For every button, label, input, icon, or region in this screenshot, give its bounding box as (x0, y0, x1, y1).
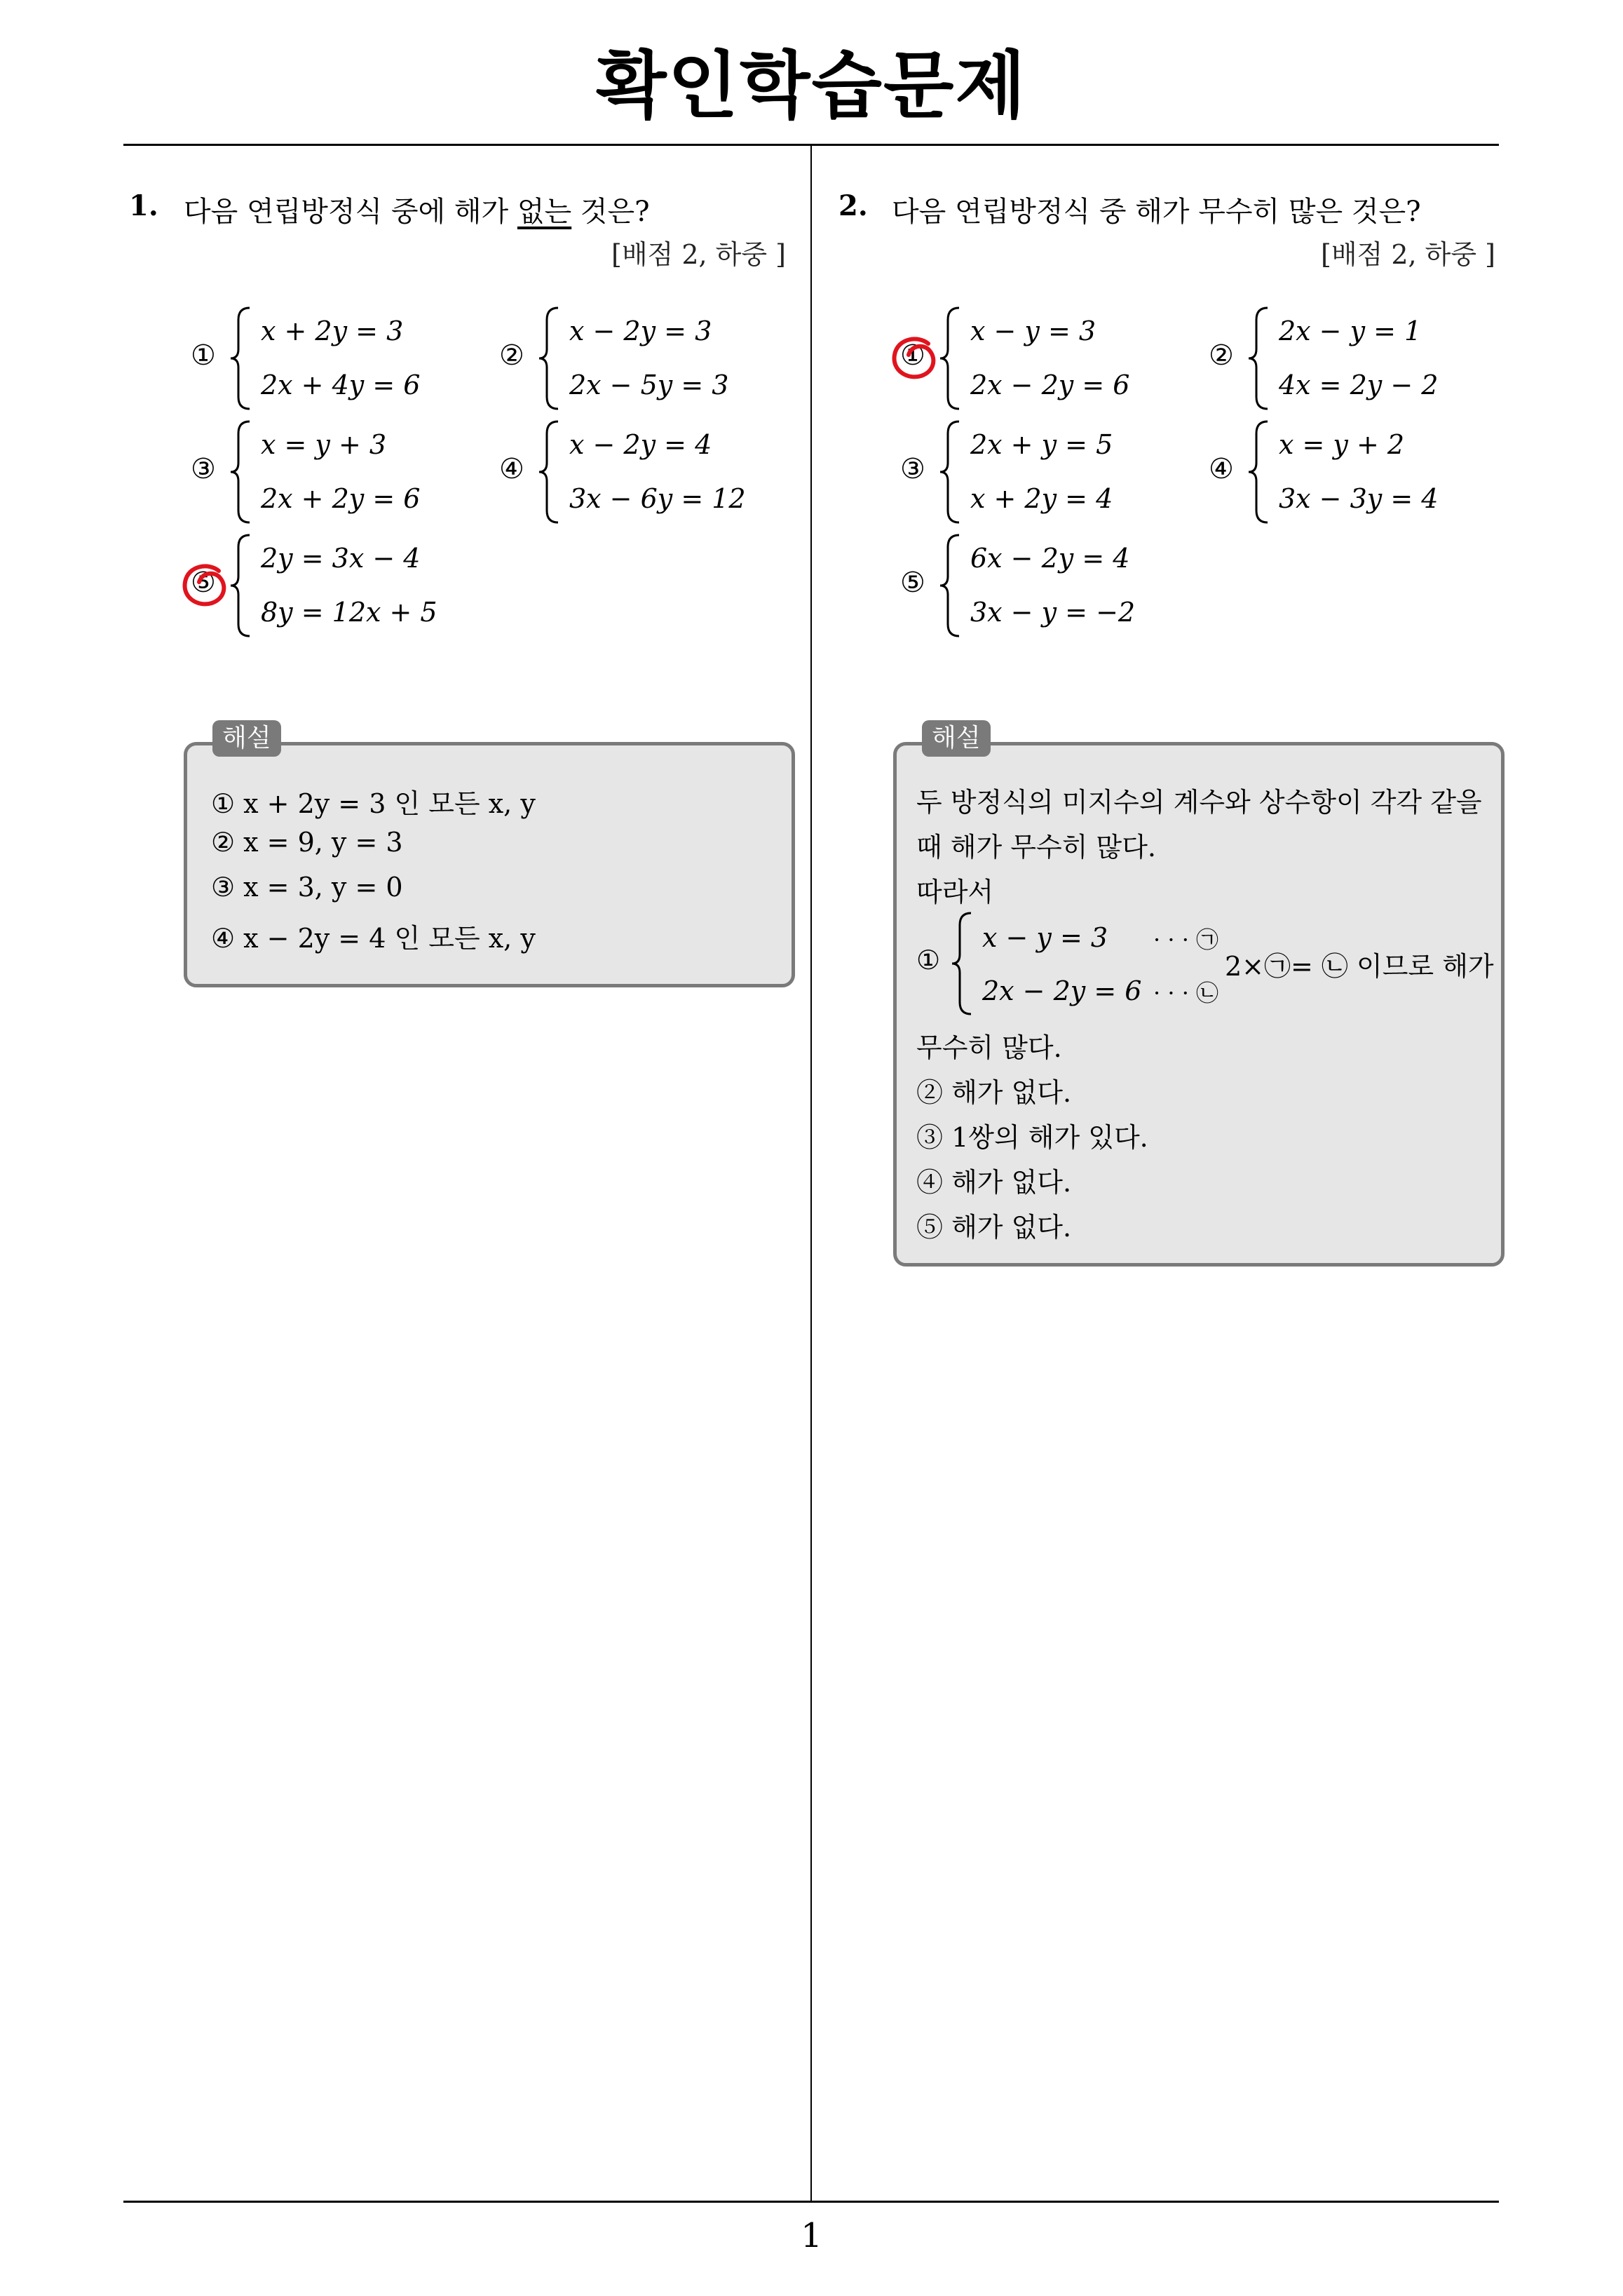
equation-1: 2x + y = 5 (970, 429, 1113, 460)
page-number: 1 (801, 2216, 822, 2255)
choice-number: ⑤ (900, 567, 925, 599)
equation-2: 3x − 6y = 12 (569, 483, 746, 514)
equation-1: 2y = 3x − 4 (261, 543, 421, 574)
brace-icon (229, 306, 252, 411)
choice-option[interactable] (1209, 415, 1489, 527)
solution-line: 두 방정식의 미지수의 계수와 상수항이 각각 같을 (916, 787, 1482, 818)
equation-2: 2x − 5y = 3 (569, 370, 729, 400)
equation-2: 4x = 2y − 2 (1279, 370, 1439, 400)
solution-system (916, 908, 1498, 1020)
choice-option[interactable] (191, 302, 485, 414)
equation-2: 2x + 4y = 6 (261, 370, 421, 400)
solution-line: ⑤ 해가 없다. (916, 1212, 1072, 1243)
solution-line: ④ x − 2y = 4 인 모든 x, y (211, 923, 536, 954)
equation-2: 2x − 2y = 6 (970, 370, 1130, 400)
score-info: [배점 2, 하중 ] (1321, 239, 1495, 270)
solution-line: ① x + 2y = 3 인 모든 x, y (211, 788, 536, 819)
brace-icon (537, 419, 561, 525)
equation-1: 2x − y = 1 (1279, 316, 1422, 346)
equation-1: x = y + 3 (261, 429, 387, 460)
solution-line: ③ 1쌍의 해가 있다. (916, 1122, 1148, 1153)
equation-1: x − 2y = 3 (569, 316, 712, 346)
choice-number: ① (191, 339, 216, 372)
choice-option[interactable] (191, 415, 485, 527)
brace-icon (938, 533, 962, 638)
solution-line: ② x = 9, y = 3 (211, 827, 403, 858)
page-title: 확인학습문제 (596, 43, 1027, 128)
brace-icon (229, 419, 252, 525)
choice-option[interactable] (1209, 302, 1489, 414)
choice-number: ③ (900, 453, 925, 485)
solution-tag: 해설 (212, 720, 281, 757)
system-equation-1: x − y = 3 (982, 922, 1108, 953)
solution-tag: 해설 (922, 720, 991, 757)
choice-number: ① (900, 339, 925, 372)
equation-2: 3x − y = −2 (970, 597, 1136, 628)
score-info: [배점 2, 하중 ] (611, 239, 786, 270)
solution-line: 무수히 많다. (916, 1032, 1062, 1063)
equation-1: x + 2y = 3 (261, 316, 404, 346)
question-text: 다음 연립방정식 중 해가 무수히 많은 것은? (892, 196, 1421, 228)
choice-option[interactable] (191, 529, 485, 641)
choice-number: ② (1209, 339, 1234, 372)
brace-icon (1247, 419, 1270, 525)
question-text (184, 189, 650, 229)
solution-line: ② 해가 없다. (916, 1077, 1072, 1108)
system-equation-2: 2x − 2y = 6 (982, 975, 1142, 1006)
choice-number: ② (499, 339, 524, 372)
system-equation-2-mark: · · · ㉡ (1153, 980, 1219, 1006)
footer-rule (123, 2201, 1499, 2203)
question-number: 2. (838, 189, 868, 222)
equation-2: 3x − 3y = 4 (1279, 483, 1439, 514)
brace-icon (1247, 306, 1270, 411)
choice-number: ③ (191, 453, 216, 485)
choice-option[interactable] (499, 415, 794, 527)
brace-icon (938, 419, 962, 525)
answer-circle-icon (178, 561, 234, 610)
question-text-underlined: 없는 (517, 196, 572, 228)
question-text-post: 것은? (571, 196, 650, 228)
question-number: 1. (129, 189, 158, 222)
equation-2: 8y = 12x + 5 (261, 597, 437, 628)
system-number: ① (916, 945, 941, 975)
equation-1: x − 2y = 4 (569, 429, 712, 460)
choice-number: ⑤ (191, 567, 216, 599)
column-divider (810, 144, 812, 2202)
brace-icon (537, 306, 561, 411)
choice-option[interactable] (900, 302, 1195, 414)
brace-icon (950, 911, 974, 1016)
solution-line: ④ 해가 없다. (916, 1167, 1072, 1198)
solution-line: ③ x = 3, y = 0 (211, 872, 403, 903)
choice-number: ④ (499, 453, 524, 485)
solution-box (184, 724, 795, 987)
solution-line: 때 해가 무수히 많다. (916, 832, 1156, 863)
system-equation-1-mark: · · · ㉠ (1153, 926, 1219, 953)
choice-option[interactable] (499, 302, 794, 414)
question-text-pre: 다음 연립방정식 중에 해가 (184, 196, 517, 228)
answer-circle-icon (888, 334, 944, 383)
system-note: 2×㉠= ㉡ 이므로 해가 (1225, 951, 1494, 982)
equation-1: 6x − 2y = 4 (970, 543, 1130, 574)
solution-box (893, 724, 1505, 1267)
equation-1: x − y = 3 (970, 316, 1096, 346)
choice-number: ④ (1209, 453, 1234, 485)
equation-1: x = y + 2 (1279, 429, 1405, 460)
equation-2: 2x + 2y = 6 (261, 483, 421, 514)
choice-option[interactable] (900, 529, 1195, 641)
equation-2: x + 2y = 4 (970, 483, 1113, 514)
choice-option[interactable] (900, 415, 1195, 527)
solution-line: 따라서 (916, 877, 994, 907)
